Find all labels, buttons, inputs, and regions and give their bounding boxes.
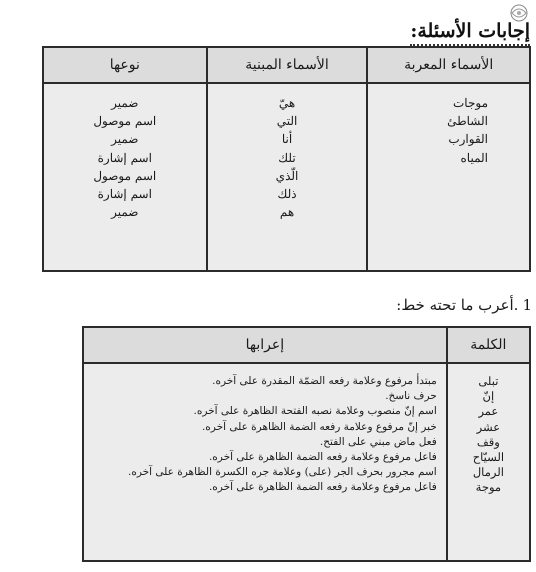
built-nouns-list: [209, 94, 366, 221]
list-item: ضمير: [111, 132, 139, 147]
list-item: موجات: [453, 96, 488, 110]
header-kind: نوعها: [43, 47, 207, 83]
list-item: القوارب: [448, 132, 488, 147]
list-item: وقف: [476, 434, 500, 449]
list-item: السيّاح: [472, 450, 505, 465]
list-item: ذلك: [277, 187, 297, 202]
list-item: الّذي: [275, 168, 299, 183]
list-item: اسم موصول: [93, 114, 157, 129]
table-header-row: [43, 47, 530, 83]
list-item: فاعل مرفوع وعلامة رفعه الضمة الظاهرة على آخره.: [208, 451, 437, 464]
list-item: الرمال: [472, 465, 504, 480]
built-nouns-cell: [207, 83, 368, 271]
section-title: إجابات الأسئلة:: [410, 18, 530, 46]
parsing-table: [82, 326, 531, 562]
parses-list: [85, 374, 445, 496]
classification-table: [42, 46, 531, 272]
table-row: [83, 363, 530, 561]
list-item: ضمير: [111, 96, 139, 110]
exercise-number: 1: [522, 296, 532, 314]
list-item: اسم إنّ منصوب وعلامة نصبه الفتحة الظاهرة على آخره.: [193, 405, 437, 418]
exercise-title: [396, 296, 532, 314]
list-item: اسم مجرور بحرف الجر (على) وعلامة جره الكسرة الظاهرة على آخره.: [128, 466, 437, 479]
definite-nouns-list: [369, 94, 528, 167]
list-item: أنا: [281, 132, 293, 147]
list-item: خبر إنّ مرفوع وعلامة رفعه الضمة الظاهرة على آخره.: [201, 420, 437, 433]
list-item: تبلى: [478, 374, 499, 388]
exercise-instruction: .أعرب ما تحته خط:: [396, 296, 519, 314]
header-definite-nouns: الأسماء المعربة: [367, 47, 530, 83]
list-item: عمر: [478, 404, 499, 419]
list-item: إنّ: [482, 389, 495, 404]
parses-cell: [83, 363, 447, 561]
header-parse: إعرابها: [83, 327, 447, 363]
list-item: التي: [276, 114, 298, 129]
words-cell: [447, 363, 530, 561]
list-item: موجة: [475, 480, 502, 495]
header-built-nouns: الأسماء المبنية: [207, 47, 368, 83]
table-row: [43, 83, 530, 271]
list-item: اسم موصول: [93, 168, 157, 183]
list-item: هم: [279, 205, 295, 220]
definite-nouns-cell: [367, 83, 530, 271]
list-item: عشر: [476, 419, 501, 434]
table-header-row: [83, 327, 530, 363]
list-item: حرف ناسخ.: [385, 390, 437, 403]
list-item: الشاطئ: [447, 114, 488, 129]
list-item: فاعل مرفوع وعلامة رفعه الضمة الظاهرة على آخره.: [208, 481, 437, 494]
list-item: تلك: [278, 150, 296, 165]
words-list: [449, 374, 528, 496]
list-item: مبتدأ مرفوع وعلامة رفعه الضمّة المقدرة على آخره.: [212, 375, 437, 387]
list-item: اسم إشارة: [97, 187, 152, 202]
list-item: اسم إشارة: [97, 150, 152, 165]
kind-cell: [43, 83, 207, 271]
list-item: المياه: [460, 150, 488, 165]
header-word: الكلمة: [447, 327, 530, 363]
list-item: هيّ: [278, 96, 296, 110]
list-item: ضمير: [111, 205, 139, 220]
list-item: فعل ماض مبني على الفتح.: [319, 435, 437, 448]
kind-list: [45, 94, 205, 221]
